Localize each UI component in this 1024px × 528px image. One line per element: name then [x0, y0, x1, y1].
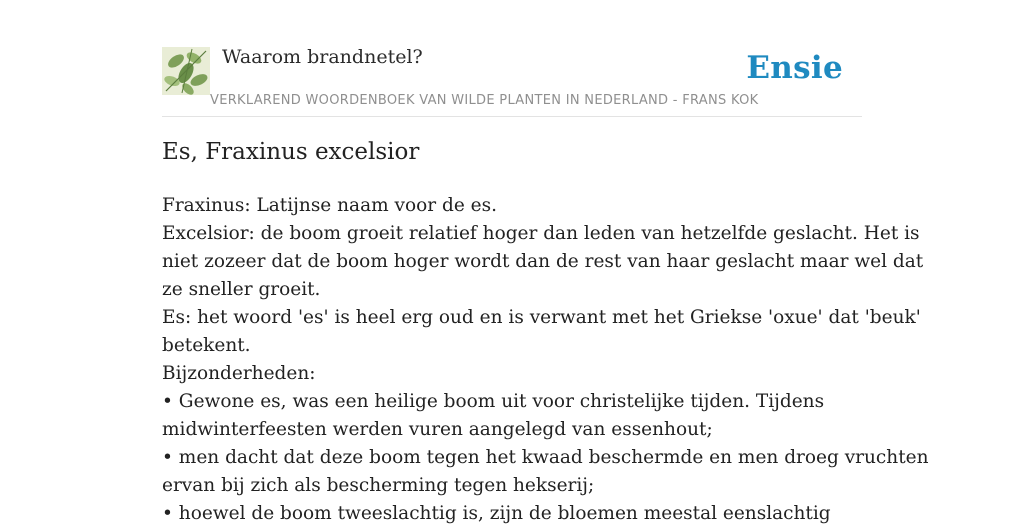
- body-line: ze sneller groeit.: [162, 279, 321, 300]
- header: [162, 0, 862, 117]
- body-line: Excelsior: de boom groeit relatief hoger dan leden van hetzelfde geslacht. Het is: [162, 223, 920, 244]
- site-title[interactable]: Waarom brandnetel?: [222, 46, 423, 68]
- body-line: • men dacht dat deze boom tegen het kwaad beschermde en men droeg vruchten: [162, 447, 929, 468]
- body-line: betekent.: [162, 335, 251, 356]
- body-line: • Gewone es, was een heilige boom uit voor christelijke tijden. Tijdens: [162, 391, 825, 412]
- page: [162, 0, 929, 524]
- body-line: • hoewel de boom tweeslachtig is, zijn de bloemen meestal eenslachtig: [162, 503, 831, 524]
- body-line: midwinterfeesten werden vuren aangelegd van essenhout;: [162, 419, 713, 440]
- ensie-logo[interactable]: Ensie: [746, 50, 843, 86]
- body-line: Bijzonderheden:: [162, 363, 316, 384]
- entry-body: [162, 192, 929, 528]
- dictionary-subtitle[interactable]: VERKLAREND WOORDENBOEK VAN WILDE PLANTEN IN NEDERLAND - FRANS KOK: [210, 93, 759, 108]
- body-line: Fraxinus: Latijnse naam voor de es.: [162, 195, 497, 216]
- body-line: Es: het woord 'es' is heel erg oud en is verwant met het Griekse 'oxue' dat 'beuk': [162, 307, 921, 328]
- entry-title: Es, Fraxinus excelsior: [162, 139, 420, 165]
- nettle-leaves-icon: [162, 47, 210, 95]
- book-cover-avatar[interactable]: [162, 47, 210, 95]
- body-line: ervan bij zich als bescherming tegen hekserij;: [162, 475, 595, 496]
- body-line: niet zozeer dat de boom hoger wordt dan de rest van haar geslacht maar wel dat: [162, 251, 924, 272]
